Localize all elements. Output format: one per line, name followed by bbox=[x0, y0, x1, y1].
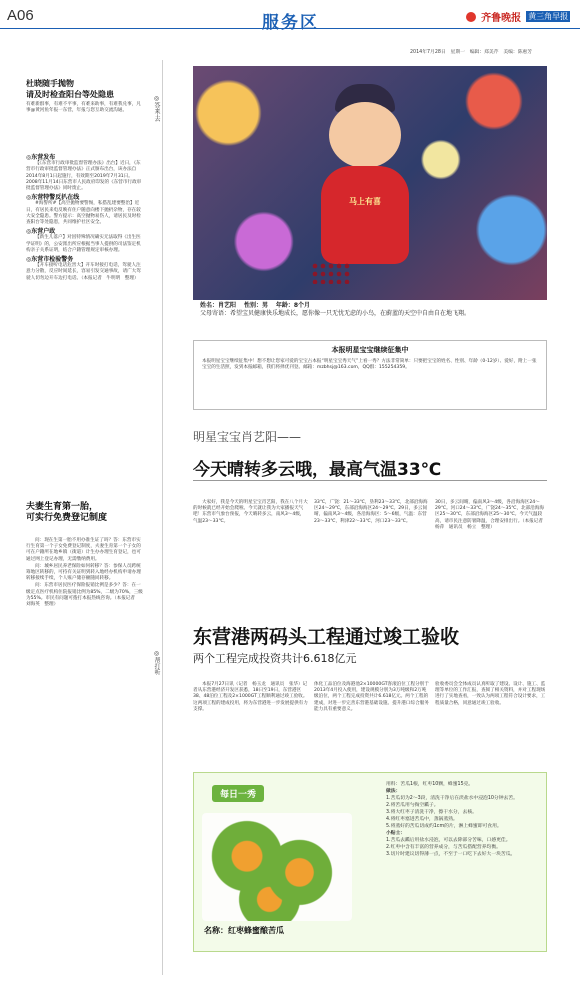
recipe-step-5: 5.将蒸好的苦瓜切成约1cm的片，淋上蜂蜜即可食用。 bbox=[386, 824, 502, 829]
baby-sex: 性别：男 bbox=[243, 302, 268, 309]
weather-rule bbox=[193, 480, 547, 481]
item4-head: ◎东营市检验警务 bbox=[26, 256, 74, 264]
qa-answer-2: 问：城乡居民养老保险如何转移？答：参保人员跨统筹地区转移的，可持有关证明到转入地经办机构申请办理转移接续手续，个人账户储存额随同转移。 bbox=[26, 563, 141, 582]
item2-text: #海警所#【高空抛物要警惕，私搭乱建要整治】近日，有居民来电反映有住户随意向楼下抛扔杂物，存在较大安全隐患。警方提示：高空抛物易伤人，请居民及时检查阳台等处隐患，共同维护社区安全。 bbox=[26, 201, 141, 226]
item1-head: ◎东营发布 bbox=[26, 154, 56, 161]
item3-head: ◎东营户政 bbox=[26, 228, 56, 236]
recipe-name: 名称：红枣蜂蜜酿苦瓜 bbox=[204, 926, 284, 935]
recipe-badge: 每日一秀 bbox=[212, 785, 264, 802]
recipe-box bbox=[193, 772, 547, 952]
notice-title: 本报明星宝宝继续征集中 bbox=[331, 346, 409, 354]
port-col-3: 验收委员会全体成员认真听取了建设、设计、施工、监理等单位的工作汇报，查阅了相关资料，并对工程现场进行了实地查看，一致认为两项工程符合设计要求，工程质量合格，同意通过竣工验收。 bbox=[435, 682, 546, 706]
date-line: 2014年7月28日 星期一 编辑：郑美芹 美编：陈惠芳 bbox=[410, 50, 533, 55]
weather-col-3: 30日，多云间晴，偏南风3～4级，各沿海海区24～29℃。河口24～33℃，广饶24～35℃，北部沿海海区25～30℃，东部沿海海区25～30℃。今天气温较高，请市民注意防暑降温，合理安排出行。（本报记者 杨萍 通讯员 杨立 整理） bbox=[435, 500, 548, 530]
baby-wish: 父母寄语：希望宝贝健康快乐地成长，愿你像一只无忧无虑的小鸟，在蔚蓝的天空中自由自在地飞翔。 bbox=[200, 310, 471, 317]
item2-head: ◎东营特警反扒在线 bbox=[26, 194, 80, 202]
recipe-step-3: 3.将大红枣子清洗干净，擦干水分，去核。 bbox=[386, 810, 477, 815]
notice-text: 本报明星宝宝继续征集中！想不想让您家可爱的宝宝占本报“明星宝宝秀天气”上看一秀？方法非常简单：只要把宝宝的姓名、性别、年龄（0-12岁）、爱好，附上一张宝宝的生活照，发到本报邮箱，我们将择优刊登。邮箱：mzbhsj@163.com，QQ群：155254359。 bbox=[202, 359, 537, 371]
weather-kicker: 明星宝宝肖艺阳—— bbox=[193, 430, 302, 444]
recipe-text bbox=[386, 781, 541, 949]
weather-headline: 今天晴转多云哦，最高气温33℃ bbox=[193, 460, 442, 480]
weather-col-2: 33℃，广饶：21～33℃，垦利23～33℃，北部沿海海区24～29℃，东部沿海海区24～29℃。29日，多云间晴，偏南风3～4级，各沿海海区：5～6级，气温：东营23～33℃，利津22～33℃，河口23～33℃。 bbox=[314, 500, 428, 524]
page-header bbox=[0, 0, 580, 54]
port-headline: 东营港两码头工程通过竣工验收 bbox=[193, 626, 460, 648]
page-number: A06 bbox=[7, 7, 34, 24]
item1-text: 【《东营市行政审批监督管理办法》出台】近日，《东营市行政审批监督管理办法》正式颁布出台，该办法自2014年8月1日起施行，有效期至2019年7月31日。2008年11月14日东营市人民政府印发的《东营市行政审批监督管理办法》同时废止。 bbox=[26, 161, 142, 192]
recipe-step-4: 4.将红枣塞进苦瓜中，蒸锅蒸熟。 bbox=[386, 817, 458, 822]
baby-face bbox=[329, 102, 401, 168]
brief-text: 有难新群事，有难不平事，有难来助事，有难我兑事，凡事@黄河鱼年报一东营，年报与您互助交流沟通。 bbox=[26, 102, 141, 114]
port-col-1: 本报7月27日讯（记者 杨玉龙 通讯员 张华）记者从东营港经济开发区获悉，18日至19日，东营港区38、48泊位工程及2×1000GT工程顺利通过竣工验收。这两项工程的建成投用，将为东营港进一步发展提供有力支撑。 bbox=[193, 682, 308, 712]
recipe-tip-1: 1.苦瓜去瓤后用盐水浸泡，可以去除部分苦味，口感更佳。 bbox=[386, 838, 511, 843]
baby-age: 年龄：8个月 bbox=[275, 302, 311, 309]
brief-title-1: 杜晓随手抛物 bbox=[26, 79, 74, 88]
item3-text: 【新生儿落户】对因特殊情况确实无法取得《出生医学证明》的，公安派出所应根据当事人提供的司法鉴定机构亲子关系证明，结合户籍管理规定审核办理。 bbox=[26, 235, 141, 253]
section-title: 服务区 bbox=[262, 13, 319, 33]
brief-block bbox=[26, 78, 144, 114]
item4-text: 【开车接听电话危害大】开车时接打电话，驾驶人注意力分散，反应时间延长，容易引发交通事故，请广大驾驶人切勿边开车边打电话。（本报记者 牛明明 整理） bbox=[26, 263, 141, 281]
baby-caption bbox=[200, 302, 540, 332]
grapes-image bbox=[311, 262, 351, 284]
recipe-steps-title: 做法： bbox=[386, 789, 401, 794]
masthead-logo bbox=[466, 6, 574, 24]
brief-title-2: 请及时检查阳台等处隐患 bbox=[26, 90, 114, 99]
recipe-tips-title: 小贴士： bbox=[386, 831, 406, 836]
port-subhead: 两个工程完成投资共计6.618亿元 bbox=[193, 652, 357, 665]
qa-title-1: 夫妻生育第一胎， bbox=[26, 502, 99, 512]
qa-title-2: 可实行免费登记制度 bbox=[26, 513, 108, 523]
logo-sun-icon bbox=[466, 12, 476, 22]
logo-tab: 黄三角早报 bbox=[528, 12, 569, 21]
column-divider bbox=[162, 60, 163, 975]
news-items bbox=[26, 152, 144, 542]
recipe-tip-3: 3.切片时建议切得薄一点，不至于一口吃下去好大一块苦瓜。 bbox=[386, 852, 516, 857]
port-col-2: 体化工品泊位及海港池2×10000GT客滚泊位工程分别于2013年4月投入使用，建设规模分别为3万吨级和2万吨级泊位，两个工程完成投资共计6.618亿元。两个工程的建成，对进一步完善东营港基础设施、提升港口综合服务能力具有重要意义。 bbox=[314, 682, 429, 712]
recipe-tip-2: 2.红枣中含有丰富的营养成分，与苦瓜搭配营养均衡。 bbox=[386, 845, 501, 850]
qa-answer-1: 问：现在生第一胎不用办准生证了吗？答：东营市实行生育第一个子女免费登记制度，夫妻生育第一个子女的可在户籍所在地乡镇（街道）计生办办理生育登记，也可通过网上登记办理，无需缴纳费用。 bbox=[26, 538, 141, 562]
recipe-step-1: 1.苦瓜切为2～3段，清洗干净后在淡盐水中浸泡10分钟去苦。 bbox=[386, 796, 518, 801]
vertical-label-2: ◎帮打听 bbox=[153, 650, 160, 675]
baby-photo bbox=[193, 66, 547, 300]
recipe-photo bbox=[202, 813, 352, 921]
baby-name: 姓名：肖艺阳 bbox=[200, 302, 237, 309]
vertical-label-1: ◎答来·去 bbox=[153, 95, 160, 122]
left-column bbox=[0, 60, 160, 980]
qa-answer-3: 问：东营市居民医疗保险报销比例是多少？答：在一级定点医疗机构住院报销比例为85%，二级为70%，三级为55%。市民有问题可拨打本报热线咨询。（本报记者 刘海英 整理） bbox=[26, 583, 143, 608]
qa-block bbox=[26, 502, 144, 524]
recipe-step-2: 2.将苦瓜用勺掏空瓤子。 bbox=[386, 803, 439, 808]
recipe-ingredients: 用料：苦瓜1根，红枣10颗，蜂蜜15克。 bbox=[386, 782, 474, 787]
baby-body bbox=[321, 166, 409, 264]
header-rule bbox=[0, 28, 580, 29]
logo-name: 齐鲁晚报 bbox=[481, 13, 522, 24]
qa-text bbox=[26, 538, 144, 958]
baby-shirt-text: 马上有喜 bbox=[349, 197, 381, 206]
weather-col-1: 大家好，我是今天的明星宝宝肖艺阳，我在八个月大的时候就已经开始会爬啦。今天就让我为大家播报天气吧！东营市气象台预报，今天晴转多云，南风3～4级，气温23～33℃。 bbox=[193, 500, 308, 524]
star-baby-notice bbox=[193, 340, 547, 410]
